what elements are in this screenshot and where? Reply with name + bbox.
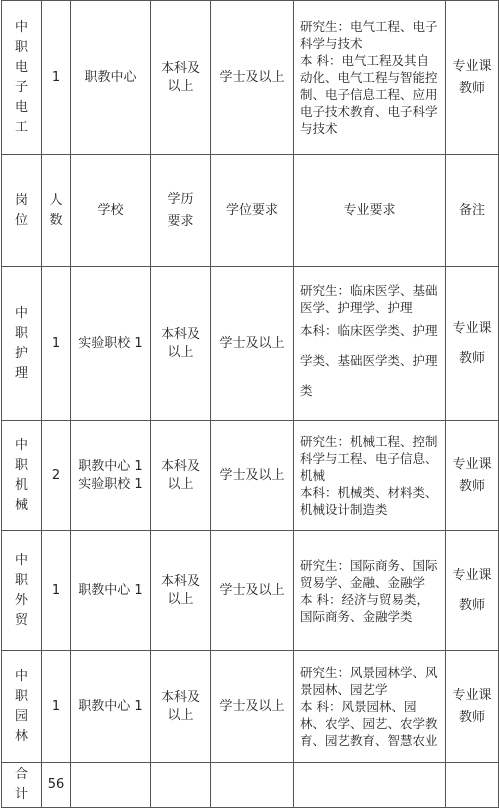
note-cell: 专业课教师 — [446, 421, 499, 531]
school-cell: 职教中心 1 — [71, 651, 151, 763]
major-cell: 研究生：国际商务、国际贸易学、金融、金融学 本 科：经济与贸易类，国际商务、金融学类 — [294, 531, 446, 651]
empty-cell — [294, 763, 446, 808]
degree-cell: 学士及以上 — [211, 651, 294, 763]
school-cell: 实验职校 1 — [71, 267, 151, 421]
note-cell: 专业课教师 — [446, 531, 499, 651]
table-row-trade — [2, 531, 499, 651]
count-cell: 1 — [42, 531, 71, 651]
major-cell: 研究生：电气工程、电子科学与技术 本 科：电气工程及其自动化、电气工程与智能控制、电子信息工程、应用电子技术教育、电子科学与技术 — [294, 1, 446, 155]
total-count: 56 — [42, 763, 71, 808]
position-cell: 中职电子电工 — [2, 1, 42, 155]
major-cell: 研究生：风景园林学、风景园林、园艺学 本 科：风景园林、园林、农学、园艺、农学教育、园艺教育、智慧农业 — [294, 651, 446, 763]
header-major: 专业要求 — [294, 155, 446, 267]
position-cell: 中职机械 — [2, 421, 42, 531]
header-note: 备注 — [446, 155, 499, 267]
education-cell: 本科及以上 — [151, 267, 211, 421]
school-cell: 职教中心 1 实验职校 1 — [71, 421, 151, 531]
education-cell: 本科及以上 — [151, 1, 211, 155]
degree-cell: 学士及以上 — [211, 267, 294, 421]
count-cell: 2 — [42, 421, 71, 531]
total-label: 合计 — [2, 763, 42, 808]
empty-cell — [71, 763, 151, 808]
major-cell: 研究生：临床医学、基础医学、护理学、护理 本科：临床医学类、护理学类、基础医学类、护理类 — [294, 267, 446, 421]
table-row-electronics — [2, 1, 499, 155]
table-header-row — [2, 155, 499, 267]
position-cell: 中职护理 — [2, 267, 42, 421]
header-count: 人数 — [42, 155, 71, 267]
count-cell: 1 — [42, 267, 71, 421]
major-cell: 研究生：机械工程、控制科学与工程、电子信息、机械 本科：机械类、材料类、机械设计制造类 — [294, 421, 446, 531]
header-position: 岗位 — [2, 155, 42, 267]
header-degree: 学位要求 — [211, 155, 294, 267]
count-cell: 1 — [42, 651, 71, 763]
education-cell: 本科及以上 — [151, 651, 211, 763]
note-cell: 专业课教师 — [446, 651, 499, 763]
position-cell: 中职园林 — [2, 651, 42, 763]
table-row-nursing — [2, 267, 499, 421]
school-cell: 职教中心 1 — [71, 531, 151, 651]
table-row-landscape — [2, 651, 499, 763]
degree-cell: 学士及以上 — [211, 1, 294, 155]
table-row-machinery — [2, 421, 499, 531]
header-education: 学历要求 — [151, 155, 211, 267]
header-school: 学校 — [71, 155, 151, 267]
empty-cell — [211, 763, 294, 808]
empty-cell — [446, 763, 499, 808]
empty-cell — [151, 763, 211, 808]
table-total-row — [2, 763, 499, 808]
degree-cell: 学士及以上 — [211, 421, 294, 531]
school-cell: 职教中心 — [71, 1, 151, 155]
degree-cell: 学士及以上 — [211, 531, 294, 651]
position-cell: 中职外贸 — [2, 531, 42, 651]
recruitment-table — [1, 0, 499, 808]
count-cell: 1 — [42, 1, 71, 155]
education-cell: 本科及以上 — [151, 421, 211, 531]
note-cell: 专业课教师 — [446, 1, 499, 155]
note-cell: 专业课教师 — [446, 267, 499, 421]
education-cell: 本科及以上 — [151, 531, 211, 651]
